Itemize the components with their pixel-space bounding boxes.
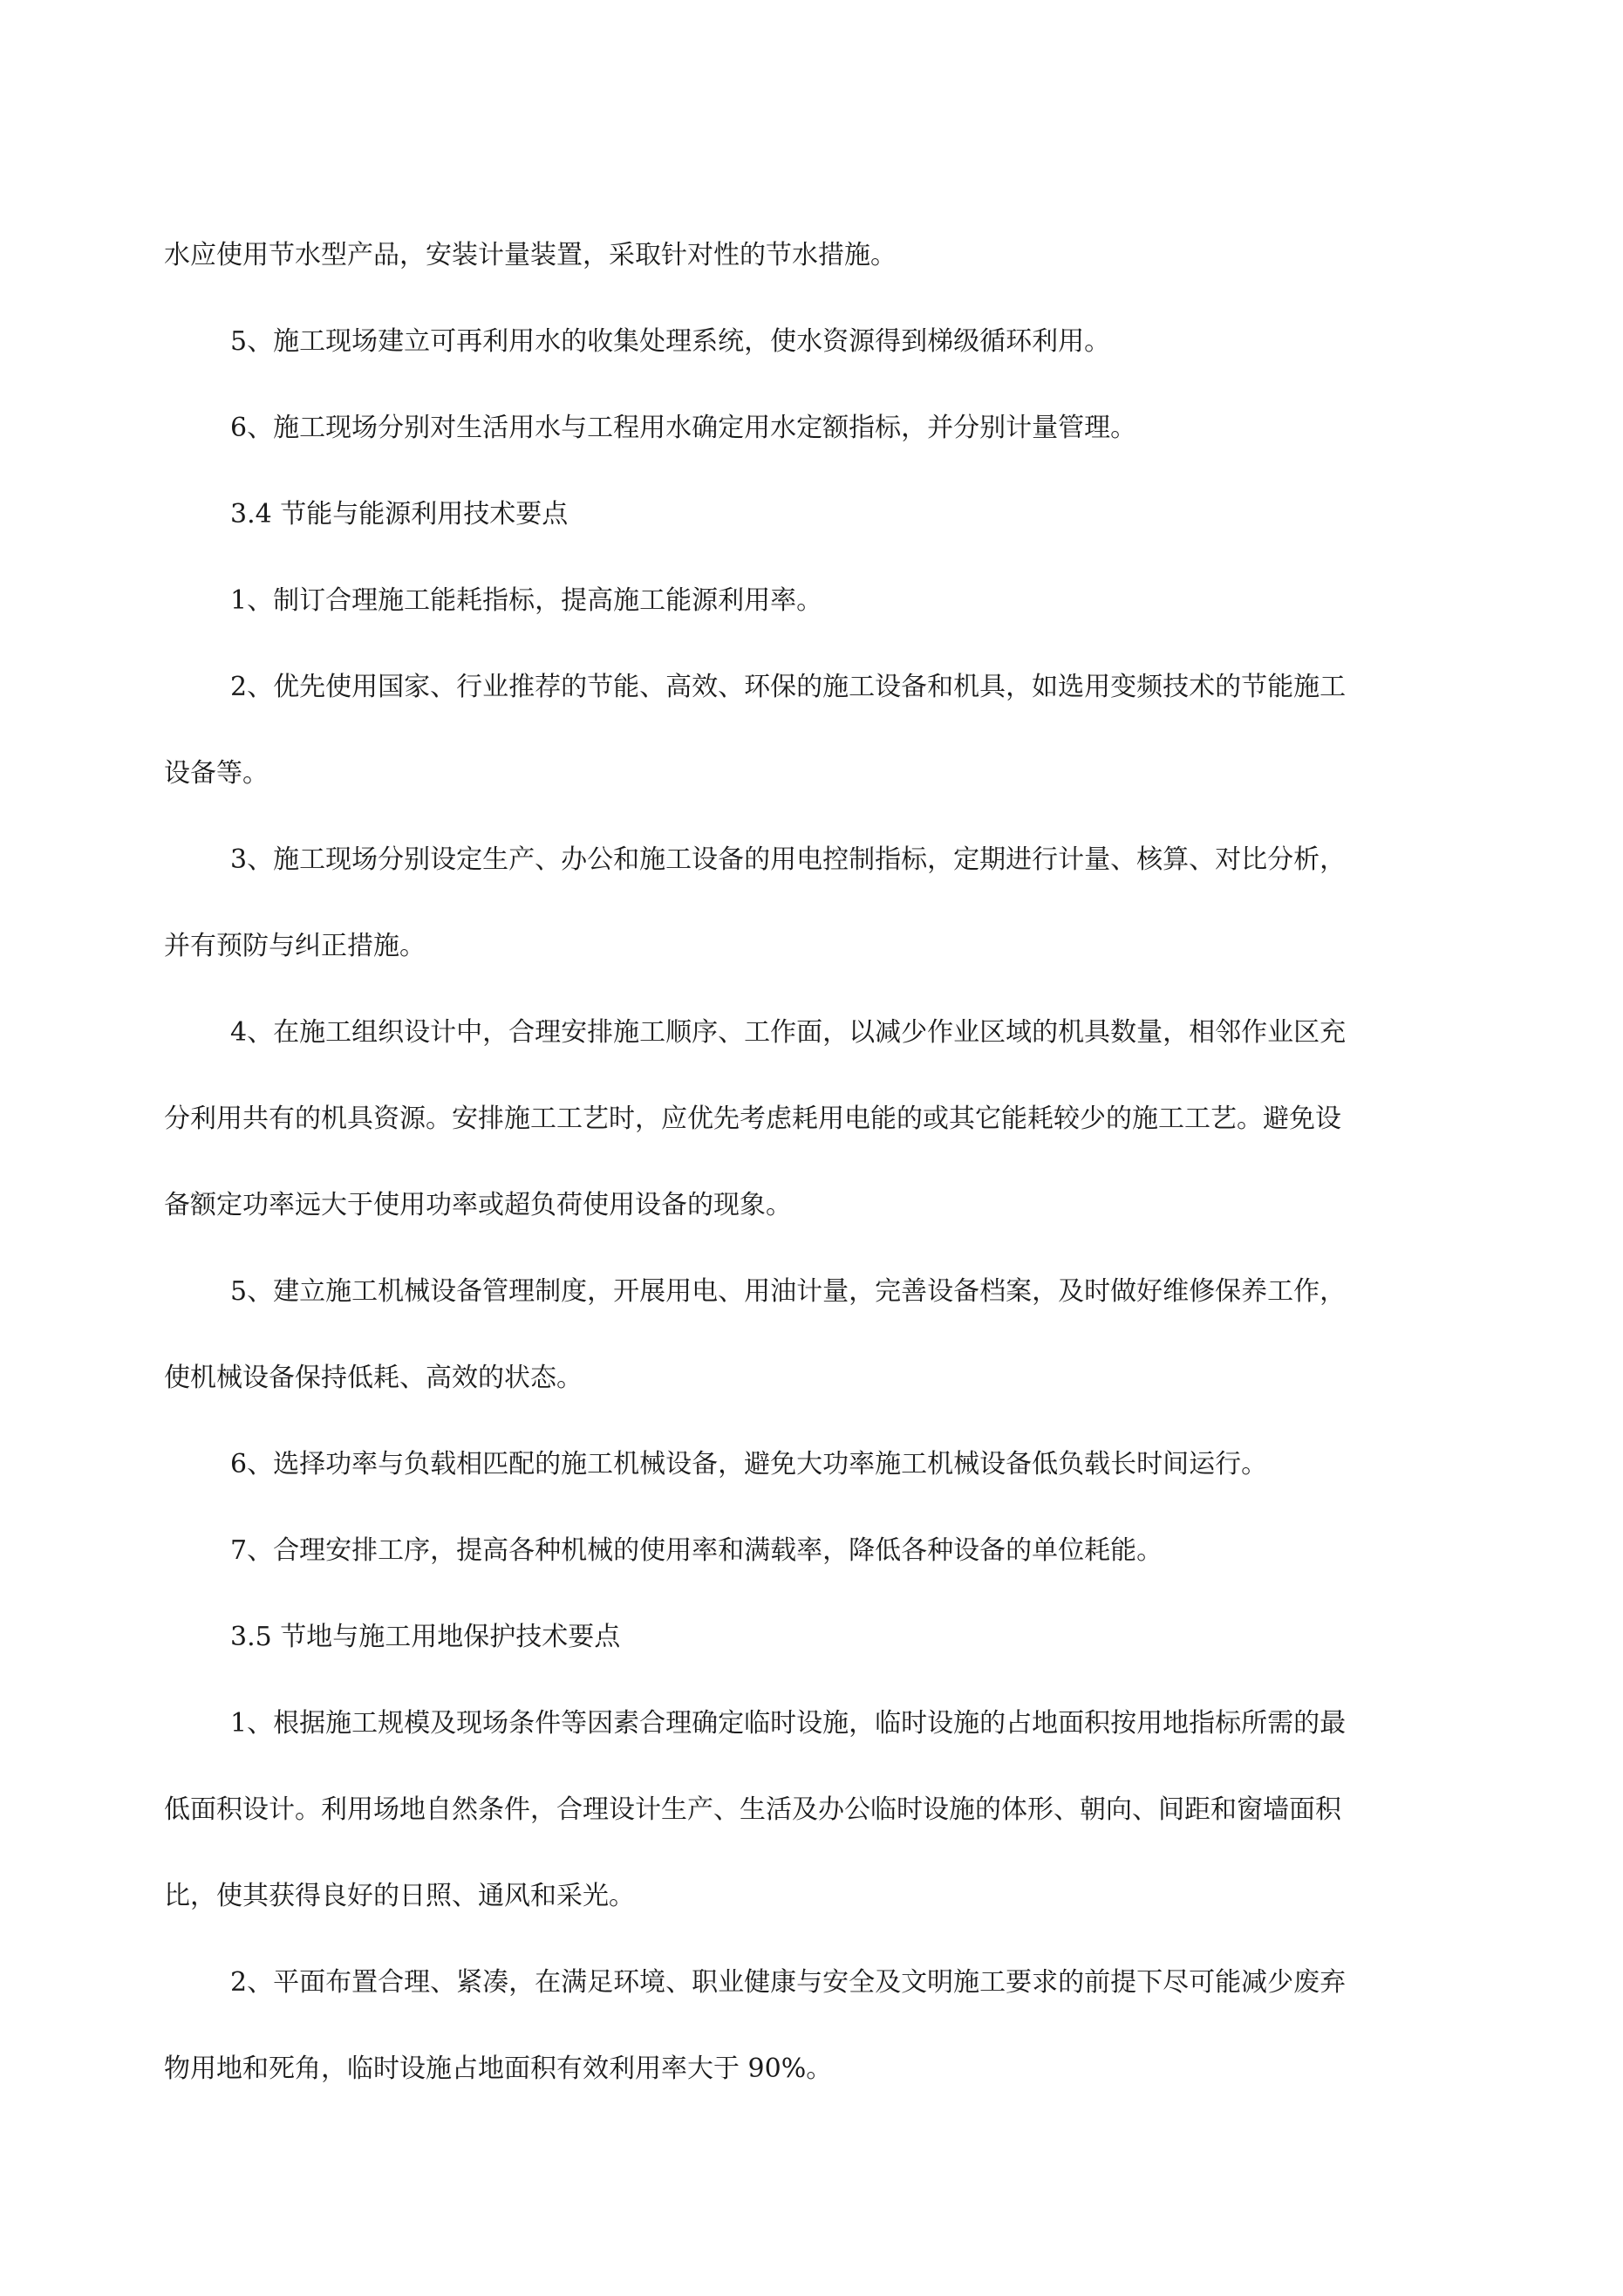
- text-line: 低面积设计。利用场地自然条件，合理设计生产、生活及办公临时设施的体形、朝向、间距和窗墙面积: [164, 1794, 1341, 1825]
- text-line: 使机械设备保持低耗、高效的状态。: [164, 1363, 583, 1393]
- section-heading: 3.5 节地与施工用地保护技术要点: [230, 1622, 621, 1652]
- document-body: [164, 212, 1463, 2112]
- text-line: 比，使其获得良好的日照、通风和采光。: [164, 1881, 635, 1911]
- text-line: 6、施工现场分别对生活用水与工程用水确定用水定额指标，并分别计量管理。: [230, 413, 1137, 443]
- text-line: 设备等。: [164, 758, 269, 789]
- text-line: 物用地和死角，临时设施占地面积有效利用率大于 90%。: [164, 2053, 833, 2084]
- section-heading: 3.4 节能与能源利用技术要点: [230, 499, 569, 530]
- text-line: 4、在施工组织设计中，合理安排施工顺序、工作面，以减少作业区域的机具数量，相邻作业区充: [230, 1017, 1347, 1048]
- text-line: 3、施工现场分别设定生产、办公和施工设备的用电控制指标，定期进行计量、核算、对比分析，: [230, 844, 1347, 875]
- text-line: 备额定功率远大于使用功率或超负荷使用设备的现象。: [164, 1190, 792, 1220]
- text-line: 2、优先使用国家、行业推荐的节能、高效、环保的施工设备和机具，如选用变频技术的节能施工: [230, 672, 1347, 702]
- text-line: 7、合理安排工序，提高各种机械的使用率和满载率，降低各种设备的单位耗能。: [230, 1535, 1163, 1566]
- text-line: 并有预防与纠正措施。: [164, 931, 426, 961]
- text-line: 1、制订合理施工能耗指标，提高施工能源利用率。: [230, 585, 823, 616]
- text-line: 6、选择功率与负载相匹配的施工机械设备，避免大功率施工机械设备低负载长时间运行。: [230, 1449, 1268, 1479]
- text-line: 5、建立施工机械设备管理制度，开展用电、用油计量，完善设备档案，及时做好维修保养工作，: [230, 1276, 1347, 1307]
- text-line: 5、施工现场建立可再利用水的收集处理系统，使水资源得到梯级循环利用。: [230, 326, 1111, 357]
- text-line: 2、平面布置合理、紧凑，在满足环境、职业健康与安全及文明施工要求的前提下尽可能减少废弃: [230, 1967, 1347, 1998]
- text-line: 分利用共有的机具资源。安排施工工艺时，应优先考虑耗用电能的或其它能耗较少的施工工艺。避免设: [164, 1104, 1341, 1134]
- text-line: 水应使用节水型产品，安装计量装置，采取针对性的节水措施。: [164, 240, 897, 270]
- text-line: 1、根据施工规模及现场条件等因素合理确定临时设施，临时设施的占地面积按用地指标所需的最: [230, 1708, 1347, 1739]
